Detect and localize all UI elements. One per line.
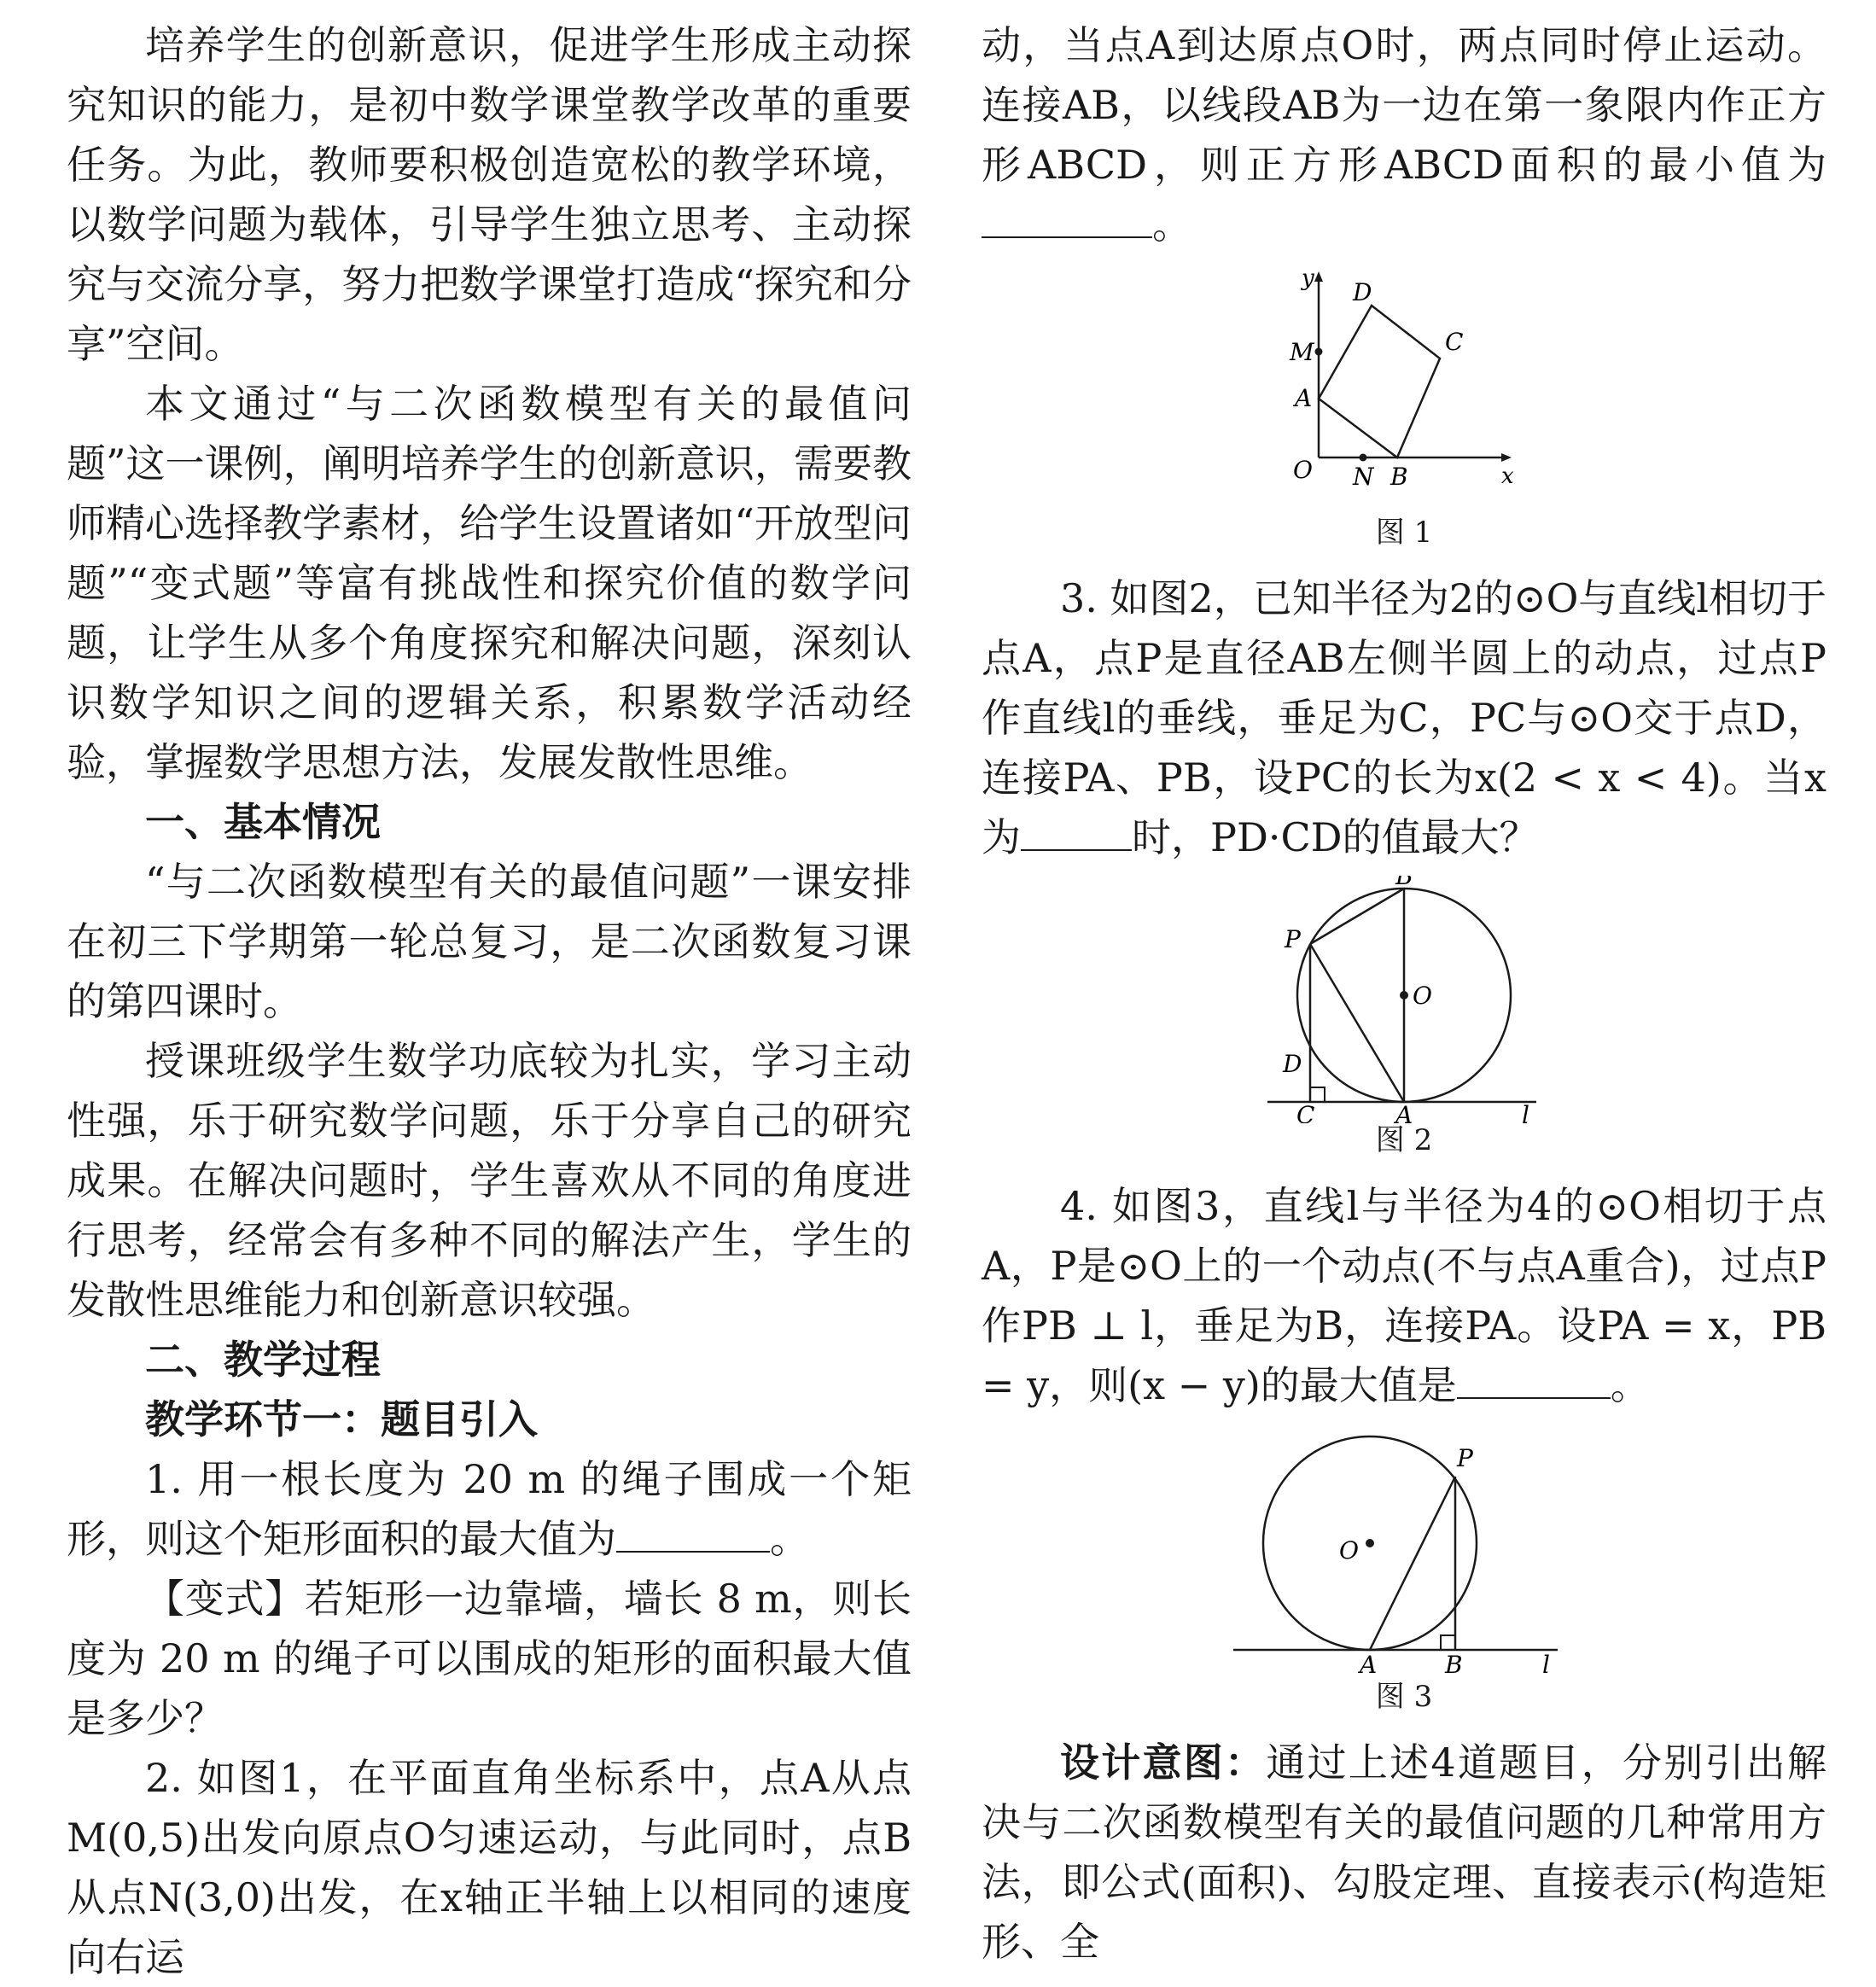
figure-3-caption: 图 3 (1375, 1680, 1433, 1714)
question-1-end: 。 (770, 1516, 809, 1562)
point-m (1315, 348, 1323, 356)
label-m: M (1290, 338, 1314, 366)
segment-pb (1310, 889, 1404, 944)
answer-blank-1 (616, 1513, 770, 1553)
question-2-end: 。 (1152, 201, 1191, 248)
label-b: B (1390, 463, 1408, 491)
section-heading-basic: 一、基本情况 (145, 799, 381, 845)
question-3 (982, 568, 1826, 867)
label-a: A (1395, 1101, 1413, 1123)
label-o: O (1293, 456, 1313, 484)
question-4 (982, 1176, 1826, 1415)
design-intent-paragraph (982, 1733, 1826, 1972)
segment-pa (1370, 1477, 1455, 1650)
label-b: B (1445, 1651, 1463, 1679)
label-x: x (1501, 463, 1514, 489)
label-p: P (1285, 925, 1301, 953)
label-c: C (1445, 328, 1464, 356)
figure-1-diagram (1276, 259, 1532, 516)
figure-3 (1233, 1424, 1575, 1680)
answer-blank-4 (1457, 1360, 1611, 1399)
subsection-heading: 教学环节一：题目引入 (145, 1396, 538, 1442)
intro-paragraph: 培养学生的创新意识，促进学生形成主动探究知识的能力，是初中数学课堂教学改革的重要任务。为此，教师要积极创造宽松的教学环境，以数学问题为载体，引导学生独立思考、主动探究与交流分享，努力把数学课堂打造成“探究和分享”空间。 (67, 22, 912, 367)
left-column (67, 15, 912, 1987)
label-o: O (1339, 1536, 1359, 1565)
label-y: y (1302, 265, 1314, 291)
center-o (1366, 1539, 1374, 1547)
question-2-continued (982, 15, 1826, 254)
label-a: A (1295, 384, 1313, 412)
label-d: D (1283, 1050, 1302, 1078)
point-n (1360, 454, 1367, 462)
figure-1 (1276, 259, 1532, 516)
answer-blank-2 (982, 199, 1152, 238)
answer-blank-3 (1021, 812, 1132, 851)
label-d: D (1353, 278, 1372, 306)
question-1 (67, 1449, 912, 1569)
question-1-text: 1. 用一根长度为 20 m 的绳子围成一个矩形，则这个矩形面积的最大值为 (67, 1456, 912, 1562)
label-c: C (1296, 1101, 1315, 1123)
x-axis-arrow (1501, 453, 1512, 462)
segment-pa (1310, 944, 1404, 1102)
right-column (982, 15, 1826, 1972)
class-paragraph: 授课班级学生数学功底较为扎实，学习主动性强，乐于研究数学问题，乐于分享自己的研究成果。在解决问题时，学生喜欢从不同的角度进行思考，经常会有多种不同的解法产生，学生的发散性思维能力和创新意识较强。 (67, 1038, 912, 1323)
design-intent-text: 通过上述4道题目，分别引出解决与二次函数模型有关的最值问题的几种常用方法，即公式(面积)、勾股定理、直接表示(构造矩形、全 (982, 1739, 1826, 1965)
center-o (1400, 991, 1408, 999)
label-a: A (1360, 1651, 1378, 1679)
label-b: B (1395, 876, 1413, 890)
question-2-start: 2. 如图1，在平面直角坐标系中，点A从点M(0,5)出发向原点O匀速运动，与此同时，点B从点N(3,0)出发，在x轴正半轴上以相同的速度向右运 (67, 1755, 912, 1980)
question-4-end: 。 (1610, 1362, 1650, 1408)
y-axis-arrow (1314, 271, 1323, 282)
figure-3-diagram (1233, 1424, 1575, 1680)
variant-question: 【变式】若矩形一边靠墙，墙长 8 m，则长度为 20 m 的绳子可以围成的矩形的面积最大值是多少？ (67, 1576, 912, 1741)
question-4-text: 4. 如图3，直线l与半径为4的⊙O相切于点A，P是⊙O上的一个动点(不与点A重合)，过点P作PB ⊥ l，垂足为B，连接PA。设PA = x，PB = y，则(x − y)的最大值是 (982, 1183, 1826, 1408)
label-l: l (1542, 1651, 1550, 1679)
purpose-paragraph: 本文通过“与二次函数模型有关的最值问题”这一课例，阐明培养学生的创新意识，需要教师精心选择教学素材，给学生设置诸如“开放型问题”“变式题”等富有挑战性和探究价值的数学问题，让学生从多个角度探究和解决问题，深刻认识数学知识之间的逻辑关系，积累数学活动经验，掌握数学思想方法，发展发散性思维。 (67, 381, 912, 785)
section-heading-process: 二、教学过程 (145, 1337, 381, 1383)
right-angle-b (1441, 1635, 1455, 1650)
label-n: N (1353, 463, 1374, 491)
square-abcd (1319, 306, 1440, 457)
figure-2 (1259, 876, 1549, 1123)
figure-2-caption: 图 2 (1375, 1123, 1433, 1157)
figure-2-diagram (1259, 876, 1549, 1123)
label-o: O (1413, 982, 1432, 1010)
right-angle-c (1310, 1087, 1325, 1102)
question-3-text: 3. 如图2，已知半径为2的⊙O与直线l相切于点A，点P是直径AB左侧半圆上的动点，过点P作直线l的垂线，垂足为C，PC与⊙O交于点D，连接PA、PB，设PC的长为x(2 < x < 4)。当x为 (982, 575, 1827, 860)
basic-paragraph: “与二次函数模型有关的最值问题”一课安排在初三下学期第一轮总复习，是二次函数复习课的第四课时。 (67, 859, 912, 1024)
design-intent-label: 设计意图： (1060, 1739, 1267, 1786)
question-3-end: 时，PD·CD的值最大？ (1132, 814, 1539, 860)
figure-1-caption: 图 1 (1375, 516, 1433, 550)
question-2-text: 动，当点A到达原点O时，两点同时停止运动。连接AB，以线段AB为一边在第一象限内作正方形ABCD，则正方形ABCD面积的最小值为 (982, 22, 1826, 188)
label-p: P (1457, 1444, 1473, 1472)
label-l: l (1522, 1101, 1529, 1123)
